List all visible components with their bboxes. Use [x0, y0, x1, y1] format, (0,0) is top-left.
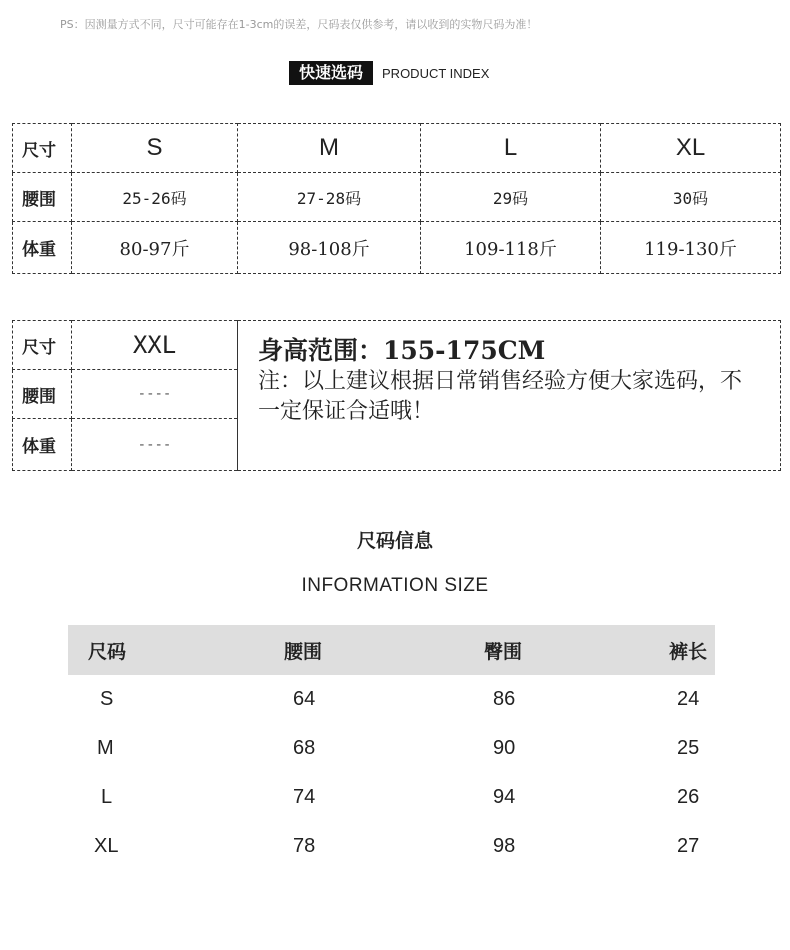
cell-size: L [101, 786, 113, 808]
size-row [13, 124, 781, 173]
weight-row [13, 222, 781, 274]
size-remark: 注：以上建议根据日常销售经验方便大家选码，不一定保证合适哦！ [258, 369, 743, 424]
size-cell: XL [601, 124, 781, 173]
table-row [68, 773, 715, 822]
product-index-title-en: PRODUCT INDEX [382, 65, 490, 81]
size-cell: M [238, 124, 421, 173]
weight-cell: 98-108斤 [238, 222, 421, 274]
waist-cell: 29码 [421, 173, 601, 222]
cell-hip: 90 [493, 737, 516, 759]
header-hip: 臀围 [484, 640, 523, 663]
waist-cell: 30码 [601, 173, 781, 222]
size-info-title-en: INFORMATION SIZE [301, 575, 489, 596]
cell-waist: 78 [293, 835, 316, 857]
waist-row [13, 173, 781, 222]
size-cell-xxl: XXL [72, 321, 238, 370]
cell-hip: 98 [493, 835, 516, 857]
cell-length: 24 [677, 688, 700, 710]
measurement-note: PS：因测量方式不同，尺寸可能存在1-3cm的误差，尺码表仅供参考，请以收到的实物尺码为准！ [60, 18, 538, 31]
table-row [68, 724, 715, 773]
cell-size: M [97, 737, 114, 759]
waist-row-label: 腰围 [13, 370, 72, 419]
quick-size-table [12, 123, 781, 274]
weight-cell: 80-97斤 [72, 222, 238, 274]
waist-cell-xxl: ---- [72, 370, 238, 419]
cell-length: 26 [677, 786, 700, 808]
product-index-header [289, 61, 489, 85]
quick-size-table-xxl [12, 320, 781, 471]
product-index-title-cn: 快速选码 [289, 61, 373, 85]
size-cell: L [421, 124, 601, 173]
cell-size: S [100, 688, 114, 710]
table-row [68, 675, 715, 724]
header-waist: 腰围 [284, 640, 323, 663]
cell-waist: 74 [293, 786, 316, 808]
weight-row-label: 体重 [13, 419, 72, 471]
cell-waist: 64 [293, 688, 316, 710]
weight-cell: 109-118斤 [421, 222, 601, 274]
cell-waist: 68 [293, 737, 316, 759]
weight-cell: 119-130斤 [601, 222, 781, 274]
cell-size: XL [94, 835, 119, 857]
size-info-title-cn: 尺码信息 [356, 530, 433, 552]
size-info-header-row [68, 625, 715, 675]
size-advice-panel [238, 321, 781, 471]
cell-hip: 94 [493, 786, 516, 808]
size-row-label: 尺寸 [13, 321, 72, 370]
size-cell: S [72, 124, 238, 173]
waist-row-label: 腰围 [13, 173, 72, 222]
header-size: 尺码 [88, 640, 127, 663]
cell-hip: 86 [493, 688, 516, 710]
cell-length: 27 [677, 835, 700, 857]
waist-cell: 27-28码 [238, 173, 421, 222]
table-row [68, 822, 715, 871]
size-info-table [68, 625, 715, 871]
size-row [13, 321, 781, 370]
weight-row-label: 体重 [13, 222, 72, 274]
weight-cell-xxl: ---- [72, 419, 238, 471]
size-row-label: 尺寸 [13, 124, 72, 173]
waist-cell: 25-26码 [72, 173, 238, 222]
height-range: 身高范围：155-175CM [258, 336, 546, 365]
header-length: 裤长 [669, 640, 708, 663]
cell-length: 25 [677, 737, 700, 759]
